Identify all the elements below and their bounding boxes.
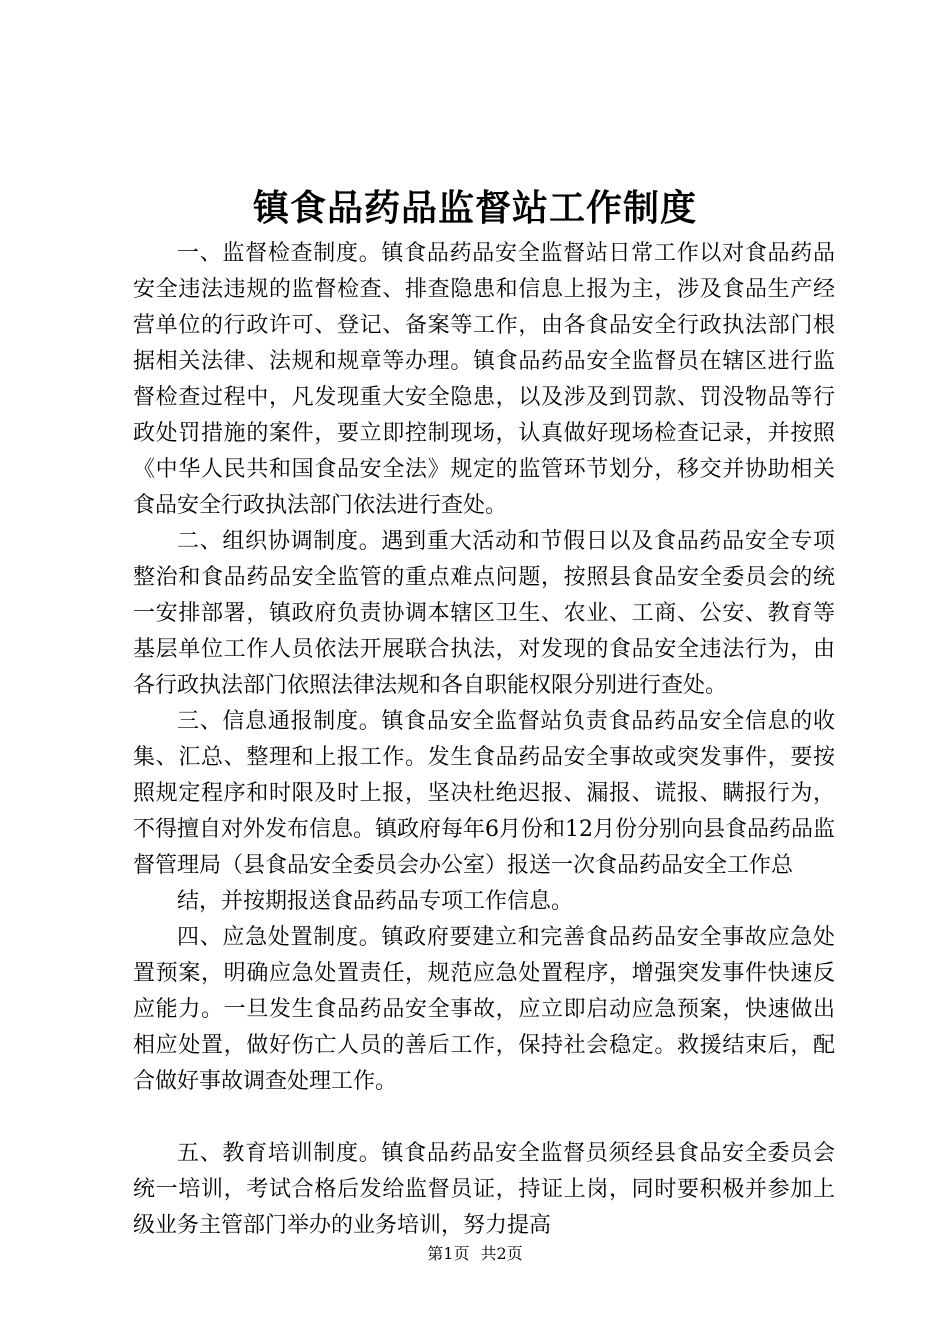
paragraph-supervision: 一、监督检查制度。镇食品药品安全监督站日常工作以对食品药品安全违法违规的监督检查、排查隐患和信息上报为主，涉及食品生产经营单位的行政许可、登记、备案等工作，由各食品安全行政执法部门根据相关法律、法规和规章等办理。镇食品药品安全监督员在辖区进行监督检查过程中，凡发现重大安全隐患，以及涉及到罚款、罚没物品等行政处罚措施的案件，要立即控制现场，认真做好现场检查记录，并按照《中华人民共和国食品安全法》规定的监管环节划分，移交并协助相关食品安全行政执法部门依法进行查处。 — [133, 241, 835, 518]
paragraph-emergency: 四、应急处置制度。镇政府要建立和完善食品药品安全事故应急处置预案，明确应急处置责任，规范应急处置程序，增强突发事件快速反应能力。一旦发生食品药品安全事故，应立即启动应急预案，快速做出相应处置，做好伤亡人员的善后工作，保持社会稳定。救援结束后，配合做好事故调查处理工作。 — [133, 925, 835, 1094]
document-body — [133, 236, 835, 1244]
current-page-number: 第1页 — [427, 1244, 470, 1263]
paragraph-information-continued: 结，并按期报送食品药品专项工作信息。 — [177, 889, 574, 914]
paragraph-coordination: 二、组织协调制度。遇到重大活动和节假日以及食品药品安全专项整治和食品药品安全监管的重点难点问题，按照县食品安全委员会的统一安排部署，镇政府负责协调本辖区卫生、农业、工商、公安、教育等基层单位工作人员依法开展联合执法，对发现的食品安全违法行为，由各行政执法部门依照法律法规和各自职能权限分别进行查处。 — [133, 529, 835, 698]
page-footer — [0, 1242, 950, 1266]
paragraph-training: 五、教育培训制度。镇食品药品安全监督员须经县食品安全委员会统一培训，考试合格后发给监督员证，持证上岗，同时要积极并参加上级业务主管部门举办的业务培训，努力提高 — [133, 1141, 835, 1238]
total-page-count: 共2页 — [480, 1244, 523, 1263]
paragraph-information: 三、信息通报制度。镇食品安全监督站负责食品药品安全信息的收集、汇总、整理和上报工作。发生食品药品安全事故或突发事件，要按照规定程序和时限及时上报，坚决杜绝迟报、漏报、谎报、瞒报行为，不得擅自对外发布信息。镇政府每年6月份和12月份分别向县食品药品监督管理局（县食品安全委员会办公室）报送一次食品药品安全工作总 — [133, 709, 835, 878]
document-title: 镇食品药品监督站工作制度 — [252, 187, 697, 229]
